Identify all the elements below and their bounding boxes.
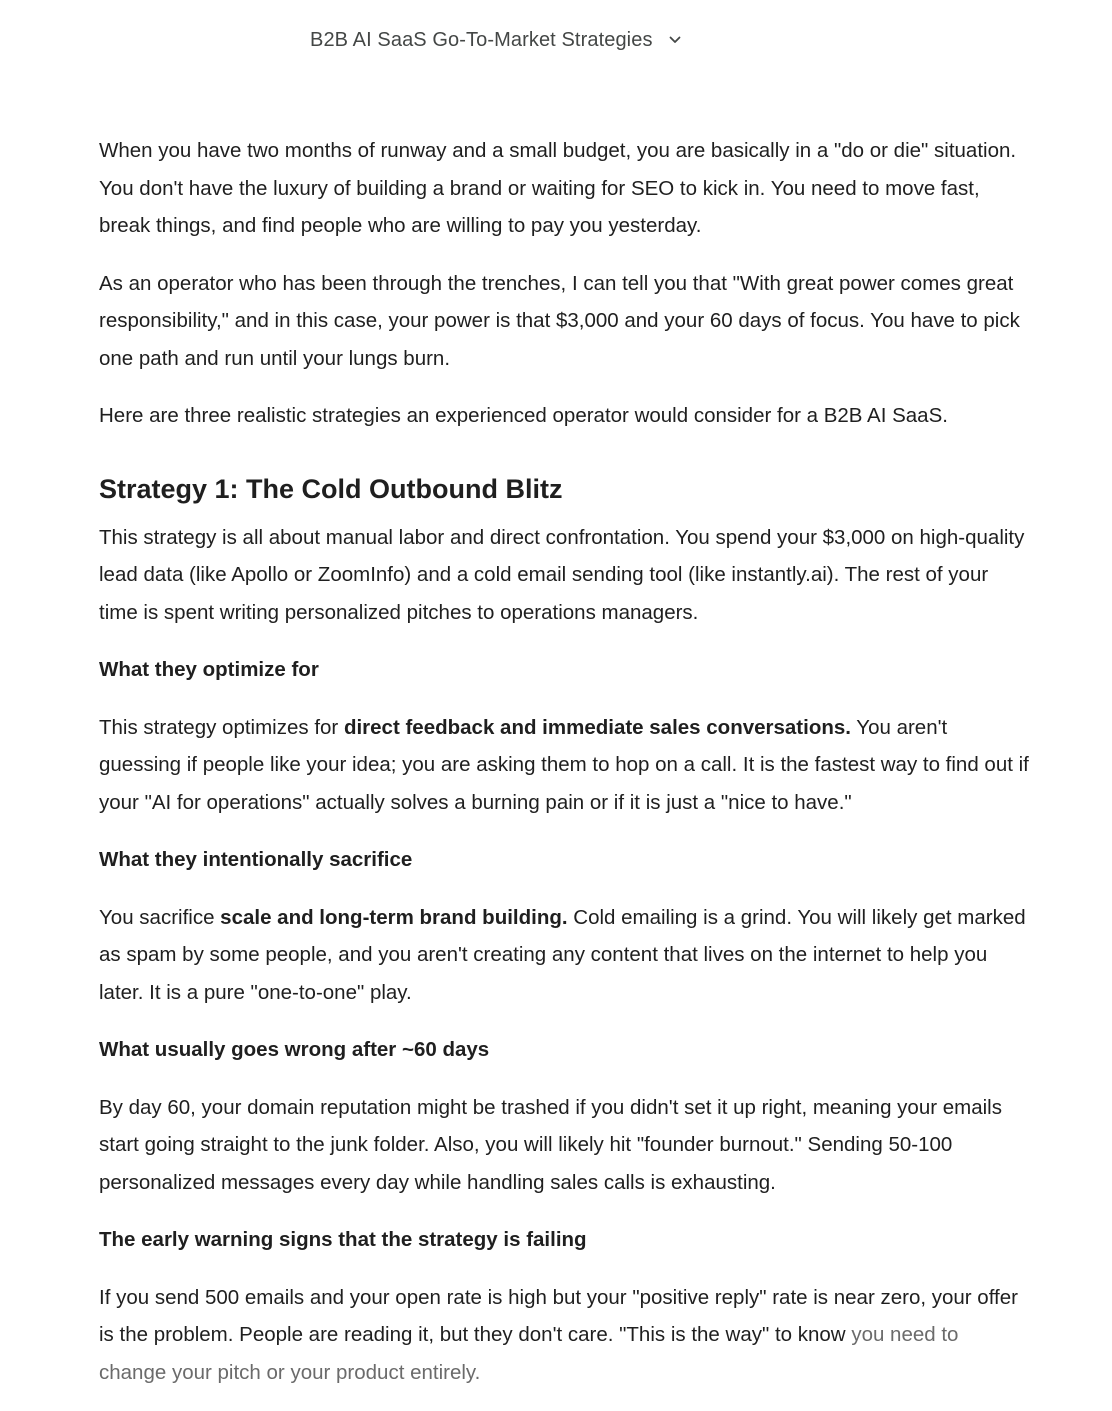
conversation-title-dropdown[interactable] [300,24,693,56]
strategy-1-description: This strategy is all about manual labor and direct confrontation. You spend your $3,000 on high-quality lead data (like Apollo or ZoomInfo) and a cold email sending tool (like instantly.ai). The rest of your time is spent writing personalized pitches to operations managers. [99,525,1025,624]
optimize-paragraph [99,709,1029,822]
response-body [99,132,1029,1411]
intro-paragraph-2: As an operator who has been through the trenches, I can tell you that "With great power comes great responsibility," and in this case, your power is that $3,000 and your 60 days of focus. You have to pick one path and run until your lungs burn. [99,271,1020,370]
optimize-suffix: You aren't guessing if people like your idea; you are asking them to hop on a call. It is the fastest way to find out if your "AI for operations" actually solves a burning pain or if it is just a "nice to have." [99,715,1029,814]
sacrifice-heading: What they intentionally sacrifice [99,848,413,871]
sacrifice-prefix: You sacrifice [99,905,221,929]
sacrifice-suffix: Cold emailing is a grind. You will likely get marked as spam by some people, and you aren't creating any content that lives on the internet to help you later. It is a pure "one-to-one" play. [99,905,1026,1004]
sacrifice-paragraph [99,899,1029,1012]
intro-paragraph-3: Here are three realistic strategies an experienced operator would consider for a B2B AI SaaS. [99,404,948,427]
top-bar [0,0,1112,80]
warning-paragraph [99,1279,1029,1392]
warning-text-faded: you need to change your pitch or your product entirely. [99,1323,959,1384]
warning-heading: The early warning signs that the strategy is failing [99,1228,587,1251]
wrong-heading: What usually goes wrong after ~60 days [99,1038,490,1061]
warning-text: If you send 500 emails and your open rate is high but your "positive reply" rate is near zero, your offer is the problem. People are reading it, but they don't care. "This is the way" to know [99,1285,1018,1346]
sacrifice-bold: scale and long-term brand building. [220,905,568,929]
conversation-title: B2B AI SaaS Go-To-Market Strategies [310,28,653,51]
chevron-down-icon [667,32,683,48]
optimize-prefix: This strategy optimizes for [99,715,344,739]
intro-paragraph-1: When you have two months of runway and a small budget, you are basically in a "do or die" situation. You don't have the luxury of building a brand or waiting for SEO to kick in. You need to move fast, break things, and find people who are willing to pay you yesterday. [99,139,1017,237]
strategy-1-heading: Strategy 1: The Cold Outbound Blitz [99,473,563,504]
optimize-bold: direct feedback and immediate sales conversations. [343,715,851,739]
optimize-heading: What they optimize for [99,658,319,681]
wrong-paragraph: By day 60, your domain reputation might be trashed if you didn't set it up right, meaning your emails start going straight to the junk folder. Also, you will likely hit "founder burnout." Sending 50-100 personalized messages every day while handling sales calls is exhausting. [99,1095,1002,1194]
